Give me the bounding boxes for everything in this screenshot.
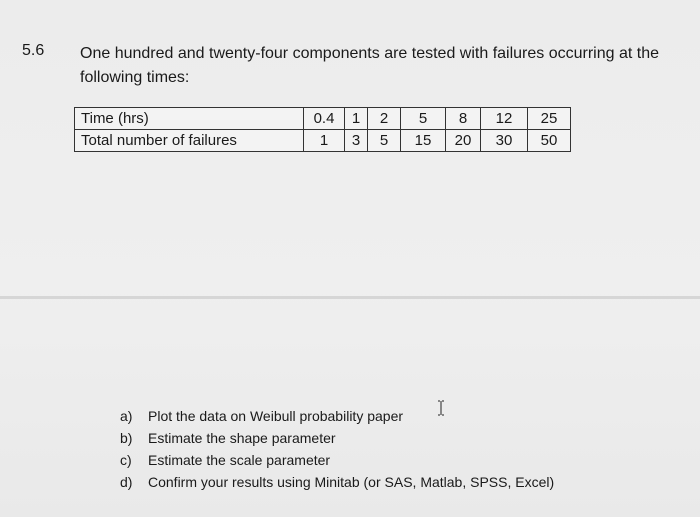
problem-statement	[80, 42, 680, 90]
time-cell: 12	[481, 108, 528, 130]
question-text: Confirm your results using Minitab (or SAS, Matlab, SPSS, Excel)	[148, 474, 555, 490]
time-cell: 2	[368, 108, 401, 130]
problem-text-line-1: One hundred and twenty-four components are tested with failures occurring at the	[80, 45, 659, 62]
failures-cell: 15	[401, 130, 446, 152]
question-marker: b)	[120, 430, 133, 446]
time-cell: 25	[528, 108, 571, 130]
question-c	[120, 449, 554, 471]
question-a	[120, 405, 554, 427]
problem-text-line-2: following times:	[80, 69, 190, 86]
question-text: Plot the data on Weibull probability paper	[148, 408, 404, 424]
table-row-failures	[75, 130, 571, 152]
time-cell: 5	[401, 108, 446, 130]
time-cell: 8	[446, 108, 481, 130]
text-cursor-icon	[437, 400, 445, 419]
failures-cell: 3	[345, 130, 368, 152]
section-divider	[0, 296, 700, 299]
time-cell: 0.4	[304, 108, 345, 130]
question-marker: d)	[120, 474, 133, 490]
failures-cell: 50	[528, 130, 571, 152]
question-text: Estimate the shape parameter	[148, 430, 336, 446]
time-cell: 1	[345, 108, 368, 130]
question-list	[120, 405, 554, 493]
question-marker: c)	[120, 452, 132, 468]
failures-cell: 1	[304, 130, 345, 152]
text-cursor-icon-svg	[437, 400, 445, 416]
failure-data-table	[74, 107, 571, 152]
failures-cell: 5	[368, 130, 401, 152]
row-label-failures: Total number of failures	[75, 130, 304, 152]
failures-cell: 30	[481, 130, 528, 152]
question-b	[120, 427, 554, 449]
question-text: Estimate the scale parameter	[148, 452, 331, 468]
failures-cell: 20	[446, 130, 481, 152]
table-row-time	[75, 108, 571, 130]
question-marker: a)	[120, 408, 133, 424]
question-d	[120, 471, 554, 493]
problem-number: 5.6	[22, 42, 45, 59]
row-label-time: Time (hrs)	[75, 108, 304, 130]
